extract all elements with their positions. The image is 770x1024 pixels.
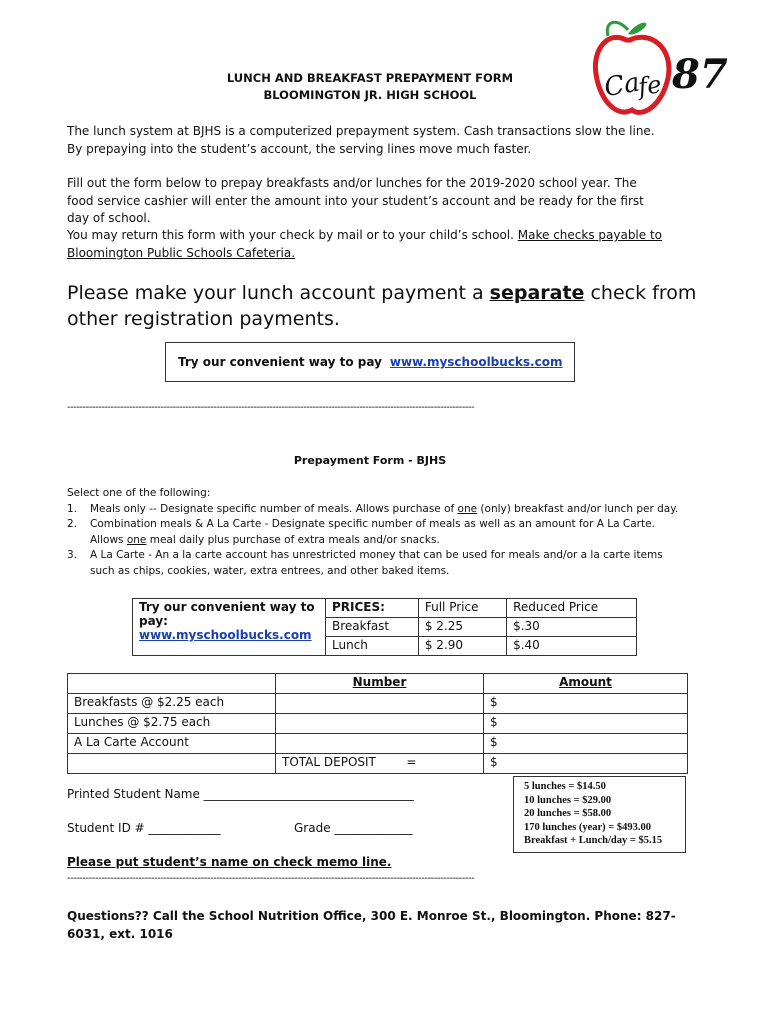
option-text-end: meal daily plus purchase of extra meals and/or snacks.	[146, 533, 440, 546]
meal-label: Breakfast	[326, 618, 419, 637]
reduced-price: $.30	[507, 618, 637, 637]
intro-paragraph-2: Fill out the form below to prepay breakfasts and/or lunches for the 2019-2020 school year. The food service cashier will enter the amount into your student’s account and be ready for the first day of school.	[67, 176, 644, 225]
notice-emphasis: separate	[489, 282, 585, 304]
bundle-item: 10 lunches = $29.00	[524, 794, 612, 806]
table-row	[68, 734, 688, 754]
full-price: $ 2.90	[418, 637, 506, 656]
prices-pay-label: Try our convenient way to pay:	[139, 600, 315, 628]
option-item	[67, 517, 682, 548]
prices-table	[132, 598, 637, 656]
bundle-item: 170 lunches (year) = $493.00	[524, 821, 652, 833]
grade-field[interactable]: _____________	[334, 821, 413, 835]
bundle-item: 5 lunches = $14.50	[524, 781, 606, 792]
questions-contact: Questions?? Call the School Nutrition Office, 300 E. Monroe St., Bloomington. Phone: 827-6031, ext. 1016	[67, 909, 676, 941]
reduced-price: $.40	[507, 637, 637, 656]
payable-to-note: Make checks payable to Bloomington Public Schools Cafeteria.	[67, 228, 663, 260]
svg-text:Ca: Ca	[601, 67, 643, 104]
row-label	[68, 754, 276, 774]
prepayment-form-heading: Prepayment Form - BJHS	[293, 454, 447, 467]
full-price-header: Full Price	[418, 599, 506, 618]
student-name-label: Printed Student Name	[67, 787, 204, 801]
amount-field[interactable]: $	[484, 714, 688, 734]
bundle-item: 20 lunches = $58.00	[524, 808, 612, 819]
option-item	[67, 548, 682, 579]
intro-paragraph-3	[67, 227, 667, 262]
return-instructions: You may return this form with your check by mail or to your child’s school.	[67, 228, 518, 242]
option-number: 1.	[67, 502, 78, 515]
options-block	[67, 486, 682, 579]
meal-label: Lunch	[326, 637, 419, 656]
option-text: A La Carte - An a la carte account has unrestricted money that can be used for meals and/or a la carte items such as chips, cookies, water, extra entrees, and other baked items.	[90, 549, 663, 577]
intro-paragraph-1: The lunch system at BJHS is a computerized prepayment system. Cash transactions slow the line. By prepaying into the student’s account, the serving lines move much faster.	[67, 124, 655, 156]
svg-text:87: 87	[672, 51, 728, 98]
table-row	[68, 694, 688, 714]
number-field[interactable]	[276, 714, 484, 734]
total-deposit-label: TOTAL DEPOSIT =	[276, 754, 484, 774]
option-item	[67, 502, 682, 518]
separate-check-notice	[67, 280, 707, 332]
myschoolbucks-link[interactable]: www.myschoolbucks.com	[389, 355, 563, 369]
options-list	[67, 502, 682, 580]
number-header: Number	[276, 674, 484, 694]
pay-online-box	[165, 342, 575, 382]
notice-text-b: check from other registration payments.	[67, 282, 697, 330]
prices-pay-link[interactable]: www.myschoolbucks.com	[139, 628, 312, 642]
student-id-field[interactable]: ____________	[148, 821, 221, 835]
number-field[interactable]	[276, 694, 484, 714]
title-line-2: BLOOMINGTON JR. HIGH SCHOOL	[263, 88, 477, 102]
grade-label: Grade	[294, 821, 335, 835]
title-line-1: LUNCH AND BREAKFAST PREPAYMENT FORM	[226, 71, 514, 85]
form-title	[200, 70, 540, 104]
amount-field[interactable]: $	[484, 694, 688, 714]
row-label: Lunches @ $2.75 each	[68, 714, 276, 734]
option-text: Meals only -- Designate specific number of meals. Allows purchase of	[90, 502, 458, 515]
total-amount-field[interactable]: $	[484, 754, 688, 774]
cafe87-logo	[588, 14, 728, 124]
student-name-row	[67, 787, 414, 801]
option-text-end: (only) breakfast and/or lunch per day.	[477, 502, 679, 515]
student-id-label: Student ID #	[67, 821, 149, 835]
prices-pay-cell	[133, 599, 326, 656]
pay-online-label: Try our convenient way to pay	[178, 355, 382, 369]
grade-row	[294, 821, 412, 835]
full-price: $ 2.25	[418, 618, 506, 637]
student-name-field[interactable]: ___________________________________	[203, 787, 414, 801]
deposit-table	[67, 673, 688, 774]
amount-field[interactable]: $	[484, 734, 688, 754]
amount-header: Amount	[484, 674, 688, 694]
memo-note: Please put student’s name on check memo line.	[67, 855, 392, 869]
bundle-item: Breakfast + Lunch/day = $5.15	[524, 835, 663, 846]
table-row	[68, 754, 688, 774]
option-underline: one	[457, 502, 478, 515]
option-text: Combination meals & A La Carte - Designate specific number of meals as well as an amount for A La Carte. Allows	[90, 518, 655, 546]
student-id-row	[67, 821, 221, 835]
number-field[interactable]	[276, 734, 484, 754]
prices-header: PRICES:	[326, 599, 419, 618]
row-label: Breakfasts @ $2.25 each	[68, 694, 276, 714]
table-row	[68, 714, 688, 734]
select-label: Select one of the following:	[67, 487, 211, 499]
lunch-bundle-box	[513, 776, 686, 853]
notice-text-a: Please make your lunch account payment a	[67, 282, 490, 304]
option-number: 3.	[67, 549, 78, 561]
svg-text:fe: fe	[636, 70, 664, 102]
divider-bottom: -----------------------------------------------------------------------------------------------------------------------------------	[67, 873, 475, 884]
divider-top: -----------------------------------------------------------------------------------------------------------------------------------	[67, 402, 475, 413]
option-underline: one	[126, 533, 147, 546]
option-number: 2.	[67, 518, 78, 530]
reduced-price-header: Reduced Price	[507, 599, 637, 618]
row-label: A La Carte Account	[68, 734, 276, 754]
